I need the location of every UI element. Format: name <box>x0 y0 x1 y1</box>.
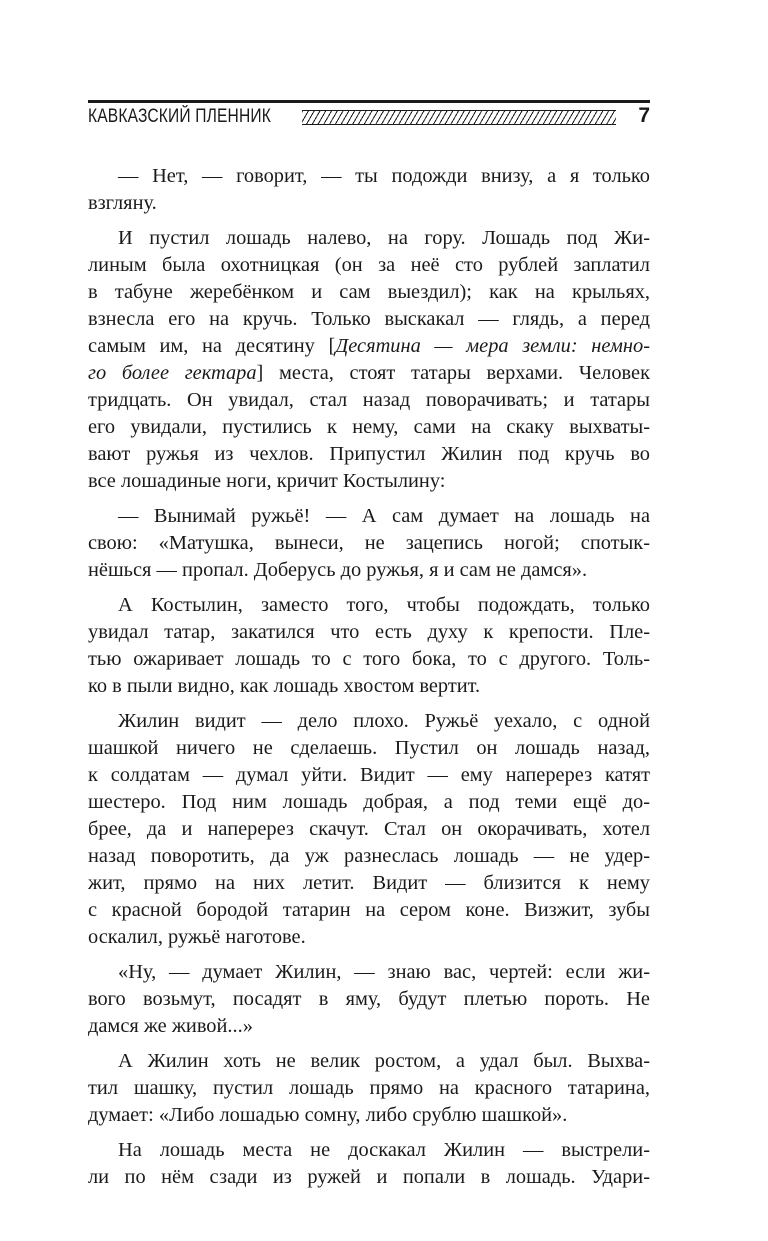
text-line: все лошадиные ноги, кричит Костылину: <box>88 470 446 492</box>
text-line: думает: «Либо лошадью сомну, либо срублю шашкой». <box>88 1104 568 1126</box>
paragraph-gap <box>118 1129 650 1137</box>
text-line: А Костылин, заместо того, чтобы подождать, только <box>118 594 650 616</box>
paragraph <box>88 503 650 584</box>
text-line: к солдатам — думал уйти. Видит — ему наперерез катят <box>88 764 650 786</box>
text-line: оскалил, ружьё наготове. <box>88 926 306 948</box>
paragraph <box>88 708 650 951</box>
paragraph-gap <box>118 495 650 503</box>
text-line: тью ожаривает лошадь то с того бока, то с другого. Толь- <box>88 648 650 670</box>
text-line: А Жилин хоть не велик ростом, а удал был. Выхва- <box>118 1050 650 1072</box>
text-line: с красной бородой татарин на сером коне. Визжит, зубы <box>88 899 650 921</box>
text-line: И пустил лошадь налево, на гору. Лошадь под Жи- <box>118 227 650 249</box>
paragraph-gap <box>118 1040 650 1048</box>
text-line: ли по нём сзади из ружей и попали в лошадь. Удари- <box>88 1166 650 1188</box>
paragraph-gap <box>118 584 650 592</box>
text-line: брее, да и наперерез скачут. Стал он окорачивать, хотел <box>88 818 650 840</box>
text-line: — Нет, — говорит, — ты подожди внизу, а я только <box>118 165 650 187</box>
paragraph <box>88 1048 650 1129</box>
running-header <box>88 100 650 130</box>
header-hatch-ornament <box>302 110 616 125</box>
paragraph-gap <box>118 951 650 959</box>
text-line: свою: «Матушка, вынеси, не зацепись ногой; спотык- <box>88 532 650 554</box>
paragraph <box>88 225 650 495</box>
paragraph-gap <box>118 700 650 708</box>
paragraph <box>88 959 650 1040</box>
text-line: На лошадь места не доскакал Жилин — выстрели- <box>118 1139 650 1161</box>
text-line: «Ну, — думает Жилин, — знаю вас, чертей: если жи- <box>118 961 650 983</box>
text-line: в табуне жеребёнком и сам выездил); как на крыльях, <box>88 281 650 303</box>
text-line: Жилин видит — дело плохо. Ружьё уехало, с одной <box>118 710 650 732</box>
text-line: взнесла его на кручь. Только выскакал — глядь, а перед <box>88 308 650 330</box>
paragraph <box>88 1137 650 1191</box>
text-line: тил шашку, пустил лошадь прямо на красного татарина, <box>88 1077 650 1099</box>
header-rule <box>88 100 650 103</box>
text-line: — Вынимай ружьё! — А сам думает на лошадь на <box>118 505 650 527</box>
text-line: шашкой ничего не сделаешь. Пустил он лошадь назад, <box>88 737 650 759</box>
text-line: го более гектара] места, стоят татары верхами. Человек <box>88 362 650 384</box>
page-body-text <box>88 163 650 1191</box>
text-line: вого возьмут, посадят в яму, будут плетью пороть. Не <box>88 988 650 1010</box>
text-line: тридцать. Он увидал, стал назад поворачивать; и татары <box>88 389 650 411</box>
page-number: 7 <box>638 104 650 127</box>
paragraph <box>88 592 650 700</box>
text-line: взгляну. <box>88 192 157 214</box>
text-line: ко в пыли видно, как лошадь хвостом вертит. <box>88 675 481 697</box>
text-line: дамся же живой...» <box>88 1015 253 1037</box>
text-line: его увидали, пустились к нему, сами на скаку выхваты- <box>88 416 650 438</box>
text-line: линым была охотницкая (он за неё сто рублей заплатил <box>88 254 650 276</box>
text-line: шестеро. Под ним лошадь добрая, а под теми ещё до- <box>88 791 650 813</box>
running-title: КАВКАЗСКИЙ ПЛЕННИК <box>88 106 271 127</box>
paragraph-gap <box>118 217 650 225</box>
text-line: вают ружья из чехлов. Припустил Жилин под кручь во <box>88 443 650 465</box>
text-line: назад поворотить, да уж разнеслась лошадь — не удер- <box>88 845 650 867</box>
text-line: жит, прямо на них летит. Видит — близится к нему <box>88 872 650 894</box>
text-line: увидал татар, закатился что есть духу к крепости. Пле- <box>88 621 650 643</box>
text-line: самым им, на десятину [Десятина — мера земли: немно- <box>88 335 650 357</box>
text-line: нёшься — пропал. Доберусь до ружья, я и сам не дамся». <box>88 559 588 581</box>
paragraph <box>88 163 650 217</box>
